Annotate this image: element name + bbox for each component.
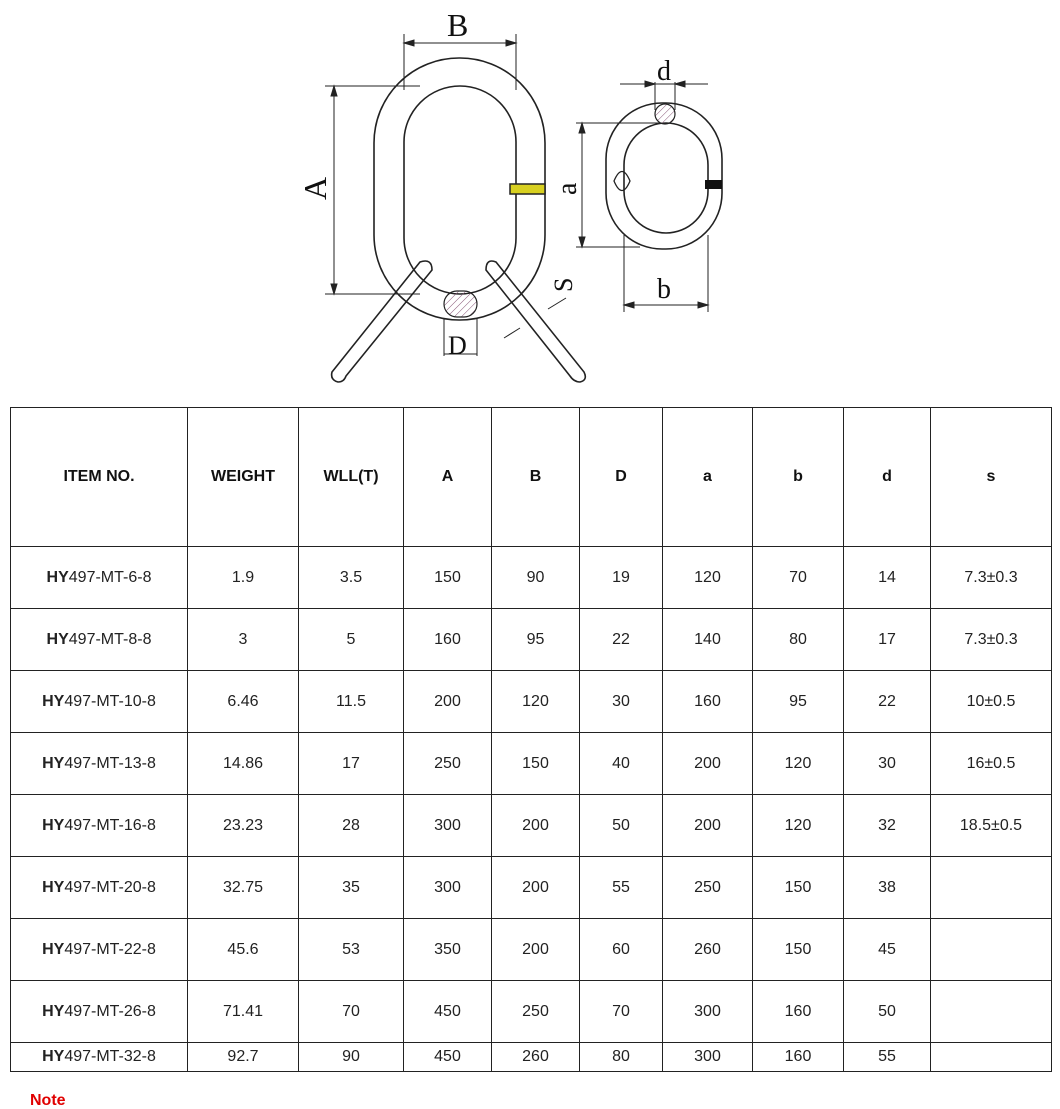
note-label: Note bbox=[30, 1092, 66, 1109]
table-cell: 140 bbox=[663, 609, 753, 671]
table-cell: 50 bbox=[844, 981, 931, 1043]
table-cell: 160 bbox=[753, 981, 844, 1043]
table-cell: 14 bbox=[844, 547, 931, 609]
table-cell: 35 bbox=[299, 857, 404, 919]
item-number-cell: HY497-MT-6-8 bbox=[11, 547, 188, 609]
table-cell: 55 bbox=[580, 857, 663, 919]
table-cell: 150 bbox=[753, 919, 844, 981]
table-cell: 200 bbox=[663, 733, 753, 795]
column-header: b bbox=[753, 408, 844, 547]
item-number-cell: HY497-MT-13-8 bbox=[11, 733, 188, 795]
column-header: B bbox=[492, 408, 580, 547]
table-row bbox=[11, 857, 1052, 919]
column-header: WEIGHT bbox=[188, 408, 299, 547]
table-cell: 28 bbox=[299, 795, 404, 857]
table-cell: 150 bbox=[404, 547, 492, 609]
table-row bbox=[11, 1043, 1052, 1072]
table-cell: 30 bbox=[844, 733, 931, 795]
column-header: D bbox=[580, 408, 663, 547]
table-cell: 70 bbox=[753, 547, 844, 609]
table-cell: 90 bbox=[299, 1043, 404, 1072]
dim-label-D: D bbox=[448, 331, 467, 360]
master-link-diagram bbox=[0, 0, 1060, 400]
item-number-cell: HY497-MT-20-8 bbox=[11, 857, 188, 919]
table-cell bbox=[931, 857, 1052, 919]
table-cell: 3 bbox=[188, 609, 299, 671]
table-cell: 160 bbox=[663, 671, 753, 733]
table-cell: 7.3±0.3 bbox=[931, 609, 1052, 671]
table-cell: 70 bbox=[580, 981, 663, 1043]
table-cell: 22 bbox=[844, 671, 931, 733]
table-cell: 14.86 bbox=[188, 733, 299, 795]
table-body bbox=[11, 547, 1052, 1072]
table-cell: 19 bbox=[580, 547, 663, 609]
table-cell: 95 bbox=[753, 671, 844, 733]
table-cell: 6.46 bbox=[188, 671, 299, 733]
table-cell: 80 bbox=[753, 609, 844, 671]
table-cell: 55 bbox=[844, 1043, 931, 1072]
table-cell: 450 bbox=[404, 1043, 492, 1072]
table-cell: 92.7 bbox=[188, 1043, 299, 1072]
item-number-cell: HY497-MT-8-8 bbox=[11, 609, 188, 671]
item-number-cell: HY497-MT-26-8 bbox=[11, 981, 188, 1043]
table-cell: 260 bbox=[663, 919, 753, 981]
table-cell: 250 bbox=[663, 857, 753, 919]
table-cell bbox=[931, 981, 1052, 1043]
column-header: d bbox=[844, 408, 931, 547]
table-cell: 17 bbox=[299, 733, 404, 795]
dim-label-S: S bbox=[549, 277, 578, 292]
column-header: A bbox=[404, 408, 492, 547]
table-cell: 45.6 bbox=[188, 919, 299, 981]
column-header: ITEM NO. bbox=[11, 408, 188, 547]
table-cell: 3.5 bbox=[299, 547, 404, 609]
table-row bbox=[11, 609, 1052, 671]
table-cell: 120 bbox=[753, 795, 844, 857]
table-cell bbox=[931, 1043, 1052, 1072]
dim-label-B: B bbox=[447, 7, 469, 43]
d-cross-section bbox=[444, 291, 477, 317]
dim-label-d: d bbox=[657, 56, 671, 87]
table-cell: 300 bbox=[663, 981, 753, 1043]
table-cell: 18.5±0.5 bbox=[931, 795, 1052, 857]
column-header: WLL(T) bbox=[299, 408, 404, 547]
table-cell: 300 bbox=[404, 795, 492, 857]
sub-links bbox=[332, 261, 586, 382]
table-cell: 200 bbox=[492, 857, 580, 919]
table-cell: 70 bbox=[299, 981, 404, 1043]
table-cell: 22 bbox=[580, 609, 663, 671]
item-number-cell: HY497-MT-32-8 bbox=[11, 1043, 188, 1072]
small-weld-mark bbox=[705, 180, 722, 189]
table-cell: 17 bbox=[844, 609, 931, 671]
table-cell: 150 bbox=[492, 733, 580, 795]
d-small-cross-section bbox=[655, 104, 675, 124]
table-cell: 16±0.5 bbox=[931, 733, 1052, 795]
table-cell: 71.41 bbox=[188, 981, 299, 1043]
table-cell: 160 bbox=[404, 609, 492, 671]
table-cell: 200 bbox=[404, 671, 492, 733]
table-cell: 45 bbox=[844, 919, 931, 981]
table-cell: 50 bbox=[580, 795, 663, 857]
table-cell bbox=[931, 919, 1052, 981]
table-cell: 10±0.5 bbox=[931, 671, 1052, 733]
weld-mark bbox=[510, 184, 545, 194]
table-cell: 1.9 bbox=[188, 547, 299, 609]
dim-label-b: b bbox=[657, 274, 671, 305]
dim-label-a: a bbox=[552, 182, 583, 195]
side-bulge bbox=[614, 172, 630, 191]
table-row bbox=[11, 733, 1052, 795]
table-row bbox=[11, 919, 1052, 981]
table-cell: 350 bbox=[404, 919, 492, 981]
table-cell: 60 bbox=[580, 919, 663, 981]
table-row bbox=[11, 795, 1052, 857]
table-cell: 5 bbox=[299, 609, 404, 671]
dim-label-A: A bbox=[297, 176, 333, 200]
table-cell: 80 bbox=[580, 1043, 663, 1072]
dimension-lines-small bbox=[576, 81, 708, 312]
table-header-row bbox=[11, 408, 1052, 547]
table-cell: 7.3±0.3 bbox=[931, 547, 1052, 609]
table-cell: 260 bbox=[492, 1043, 580, 1072]
table-cell: 450 bbox=[404, 981, 492, 1043]
small-link-outline bbox=[606, 103, 722, 249]
table-cell: 32.75 bbox=[188, 857, 299, 919]
item-number-cell: HY497-MT-10-8 bbox=[11, 671, 188, 733]
table-cell: 200 bbox=[492, 795, 580, 857]
table-cell: 300 bbox=[663, 1043, 753, 1072]
table-cell: 32 bbox=[844, 795, 931, 857]
table-cell: 38 bbox=[844, 857, 931, 919]
table-cell: 11.5 bbox=[299, 671, 404, 733]
table-cell: 200 bbox=[663, 795, 753, 857]
spec-table bbox=[10, 407, 1052, 1072]
item-number-cell: HY497-MT-22-8 bbox=[11, 919, 188, 981]
table-cell: 150 bbox=[753, 857, 844, 919]
column-header: a bbox=[663, 408, 753, 547]
column-header: s bbox=[931, 408, 1052, 547]
table-cell: 250 bbox=[404, 733, 492, 795]
table-cell: 53 bbox=[299, 919, 404, 981]
table-cell: 300 bbox=[404, 857, 492, 919]
table-row bbox=[11, 981, 1052, 1043]
item-number-cell: HY497-MT-16-8 bbox=[11, 795, 188, 857]
table-cell: 120 bbox=[753, 733, 844, 795]
table-cell: 30 bbox=[580, 671, 663, 733]
table-cell: 40 bbox=[580, 733, 663, 795]
table-cell: 95 bbox=[492, 609, 580, 671]
table-cell: 23.23 bbox=[188, 795, 299, 857]
table-cell: 120 bbox=[663, 547, 753, 609]
table-cell: 200 bbox=[492, 919, 580, 981]
table-cell: 120 bbox=[492, 671, 580, 733]
table-row bbox=[11, 671, 1052, 733]
table-cell: 90 bbox=[492, 547, 580, 609]
table-cell: 250 bbox=[492, 981, 580, 1043]
table-row bbox=[11, 547, 1052, 609]
table-cell: 160 bbox=[753, 1043, 844, 1072]
